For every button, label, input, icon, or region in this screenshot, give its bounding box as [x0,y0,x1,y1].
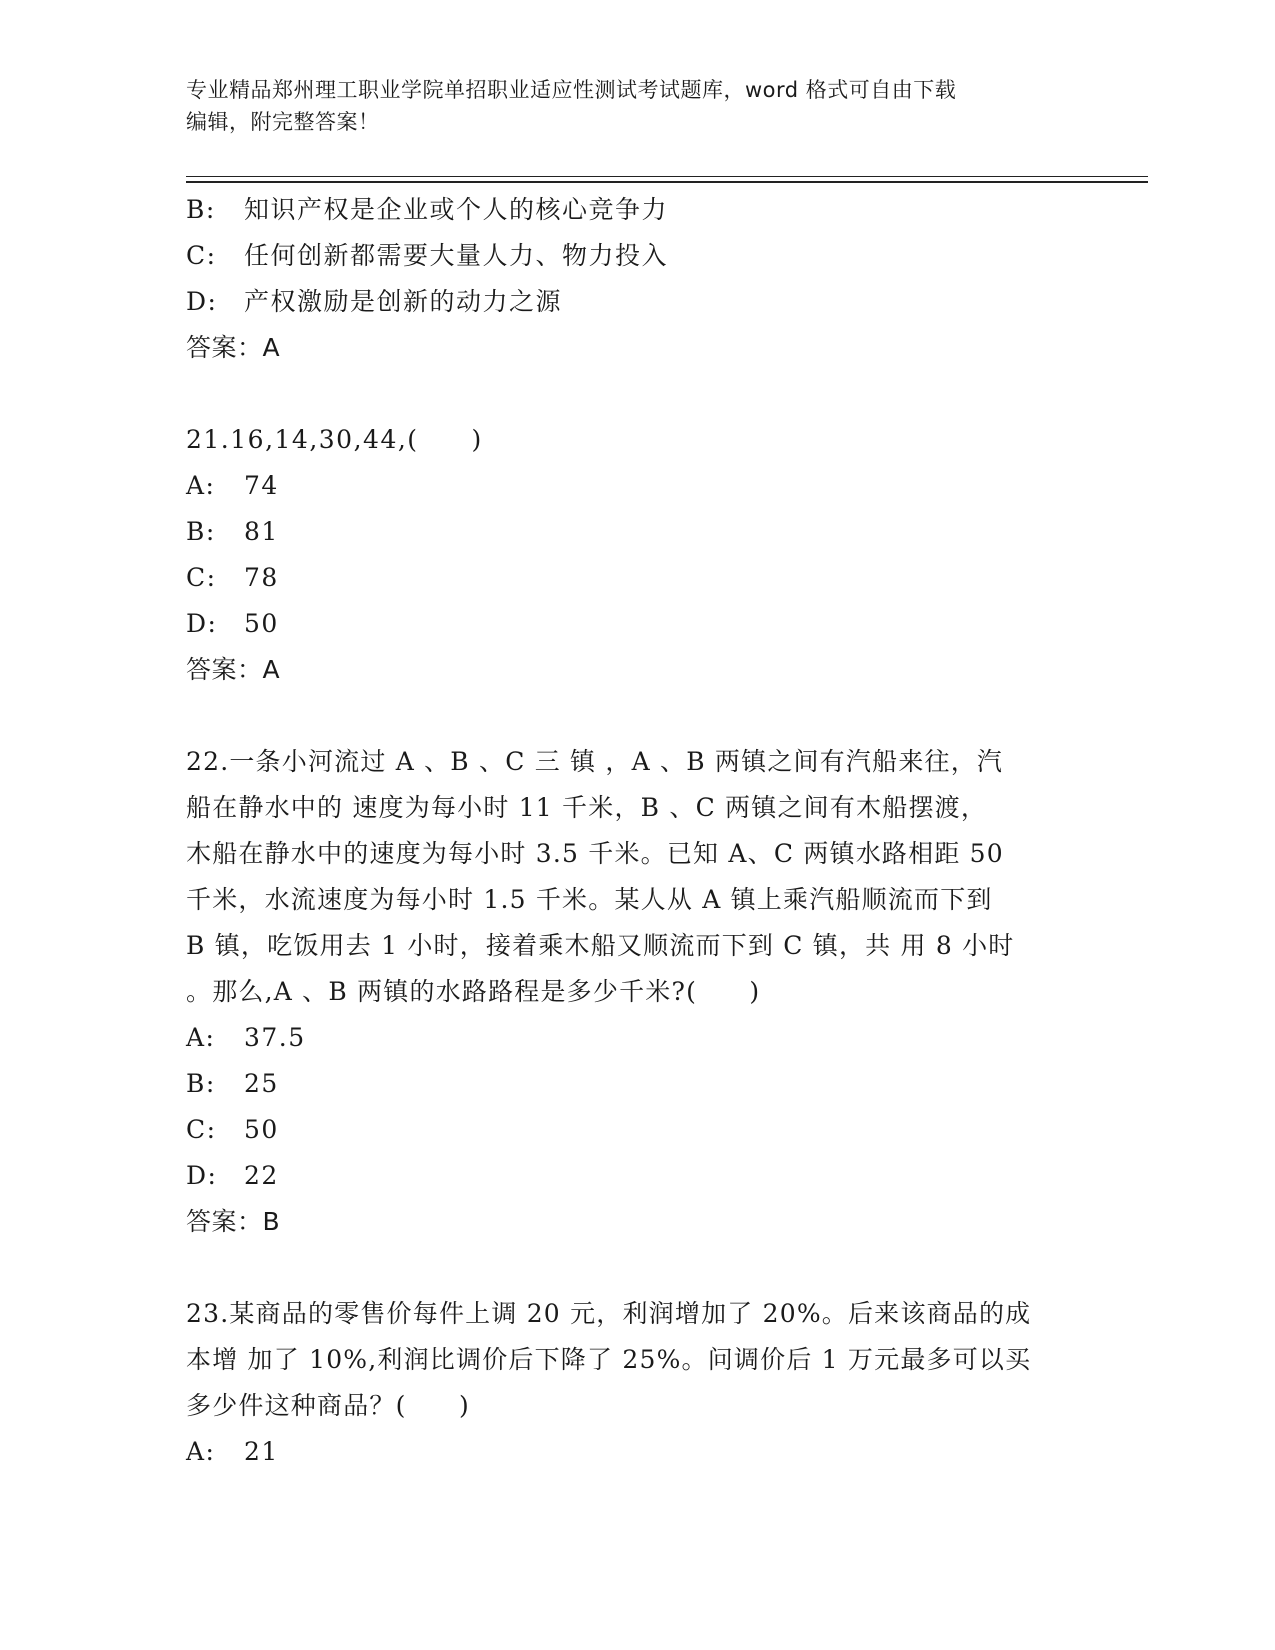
question-text-line: 22.一条小河流过 A 、B 、C 三 镇 ，A 、B 两镇之间有汽船来往，汽 [186,747,1004,776]
header-divider-thin [186,176,1148,177]
answer-line: 答案：A [186,655,281,684]
option-text: 74 [244,471,279,500]
question-text-line: 千米，水流速度为每小时 1.5 千米。某人从 A 镇上乘汽船顺流而下到 [186,885,993,914]
option-letter: B: [186,1069,216,1098]
spacer [186,371,1086,417]
spacer [186,1245,1086,1291]
question-text-line: 23.某商品的零售价每件上调 20 元，利润增加了 20%。后来该商品的成 [186,1299,1032,1328]
option-a [186,1015,1086,1061]
question-text-line: 多少件这种商品？( ) [186,1391,470,1420]
option-text: 50 [244,609,279,638]
option-d [186,1153,1086,1199]
option-d [186,601,1086,647]
option-c [186,1107,1086,1153]
option-letter: C: [186,563,217,592]
question-20-continuation [186,187,1086,371]
option-letter: D: [186,1161,218,1190]
option-b [186,509,1086,555]
header-line-2: 编辑，附完整答案！ [186,110,380,134]
option-text: 产权激励是创新的动力之源 [244,287,563,316]
document-body [186,187,1086,1475]
option-text: 50 [244,1115,279,1144]
option-text: 22 [244,1161,279,1190]
question-text-line: B 镇，吃饭用去 1 小时，接着乘木船又顺流而下到 C 镇，共 用 8 小时 [186,931,1015,960]
option-letter: D: [186,609,218,638]
question-text: 21.16,14,30,44,( ) [186,425,483,454]
question-text [186,1291,1086,1429]
question-text-line: 本增 加了 10%,利润比调价后下降了 25%。问调价后 1 万元最多可以买 [186,1345,1032,1374]
option-c [186,555,1086,601]
option-letter: C: [186,1115,217,1144]
option-d [186,279,1086,325]
option-text: 37.5 [244,1023,306,1052]
option-text: 81 [244,517,279,546]
answer-line: 答案：A [186,333,281,362]
question-21 [186,417,1086,693]
question-text-line: 船在静水中的 速度为每小时 11 千米，B 、C 两镇之间有木船摆渡， [186,793,988,822]
option-a [186,1429,1086,1475]
question-text [186,739,1086,1015]
answer-line: 答案：B [186,1207,281,1236]
option-letter: A: [186,1437,216,1466]
question-23 [186,1291,1086,1475]
option-text: 知识产权是企业或个人的核心竞争力 [244,195,669,224]
option-letter: A: [186,1023,216,1052]
option-c [186,233,1086,279]
option-text: 任何创新都需要大量人力、物力投入 [244,241,669,270]
option-letter: B: [186,517,216,546]
spacer [186,693,1086,739]
option-letter: B: [186,195,216,224]
question-text-line: 。那么,A 、B 两镇的水路路程是多少千米?( ) [186,977,761,1006]
option-letter: C: [186,241,217,270]
option-letter: A: [186,471,216,500]
option-b [186,187,1086,233]
option-letter: D: [186,287,218,316]
option-text: 25 [244,1069,279,1098]
question-text-line: 木船在静水中的速度为每小时 3.5 千米。已知 A、C 两镇水路相距 50 [186,839,1004,868]
document-header [186,74,1086,138]
header-line-1: 专业精品郑州理工职业学院单招职业适应性测试考试题库，word 格式可自由下载 [186,78,957,102]
option-b [186,1061,1086,1107]
option-text: 21 [244,1437,279,1466]
question-22 [186,739,1086,1245]
option-text: 78 [244,563,279,592]
header-divider-thick [186,181,1148,183]
option-a [186,463,1086,509]
